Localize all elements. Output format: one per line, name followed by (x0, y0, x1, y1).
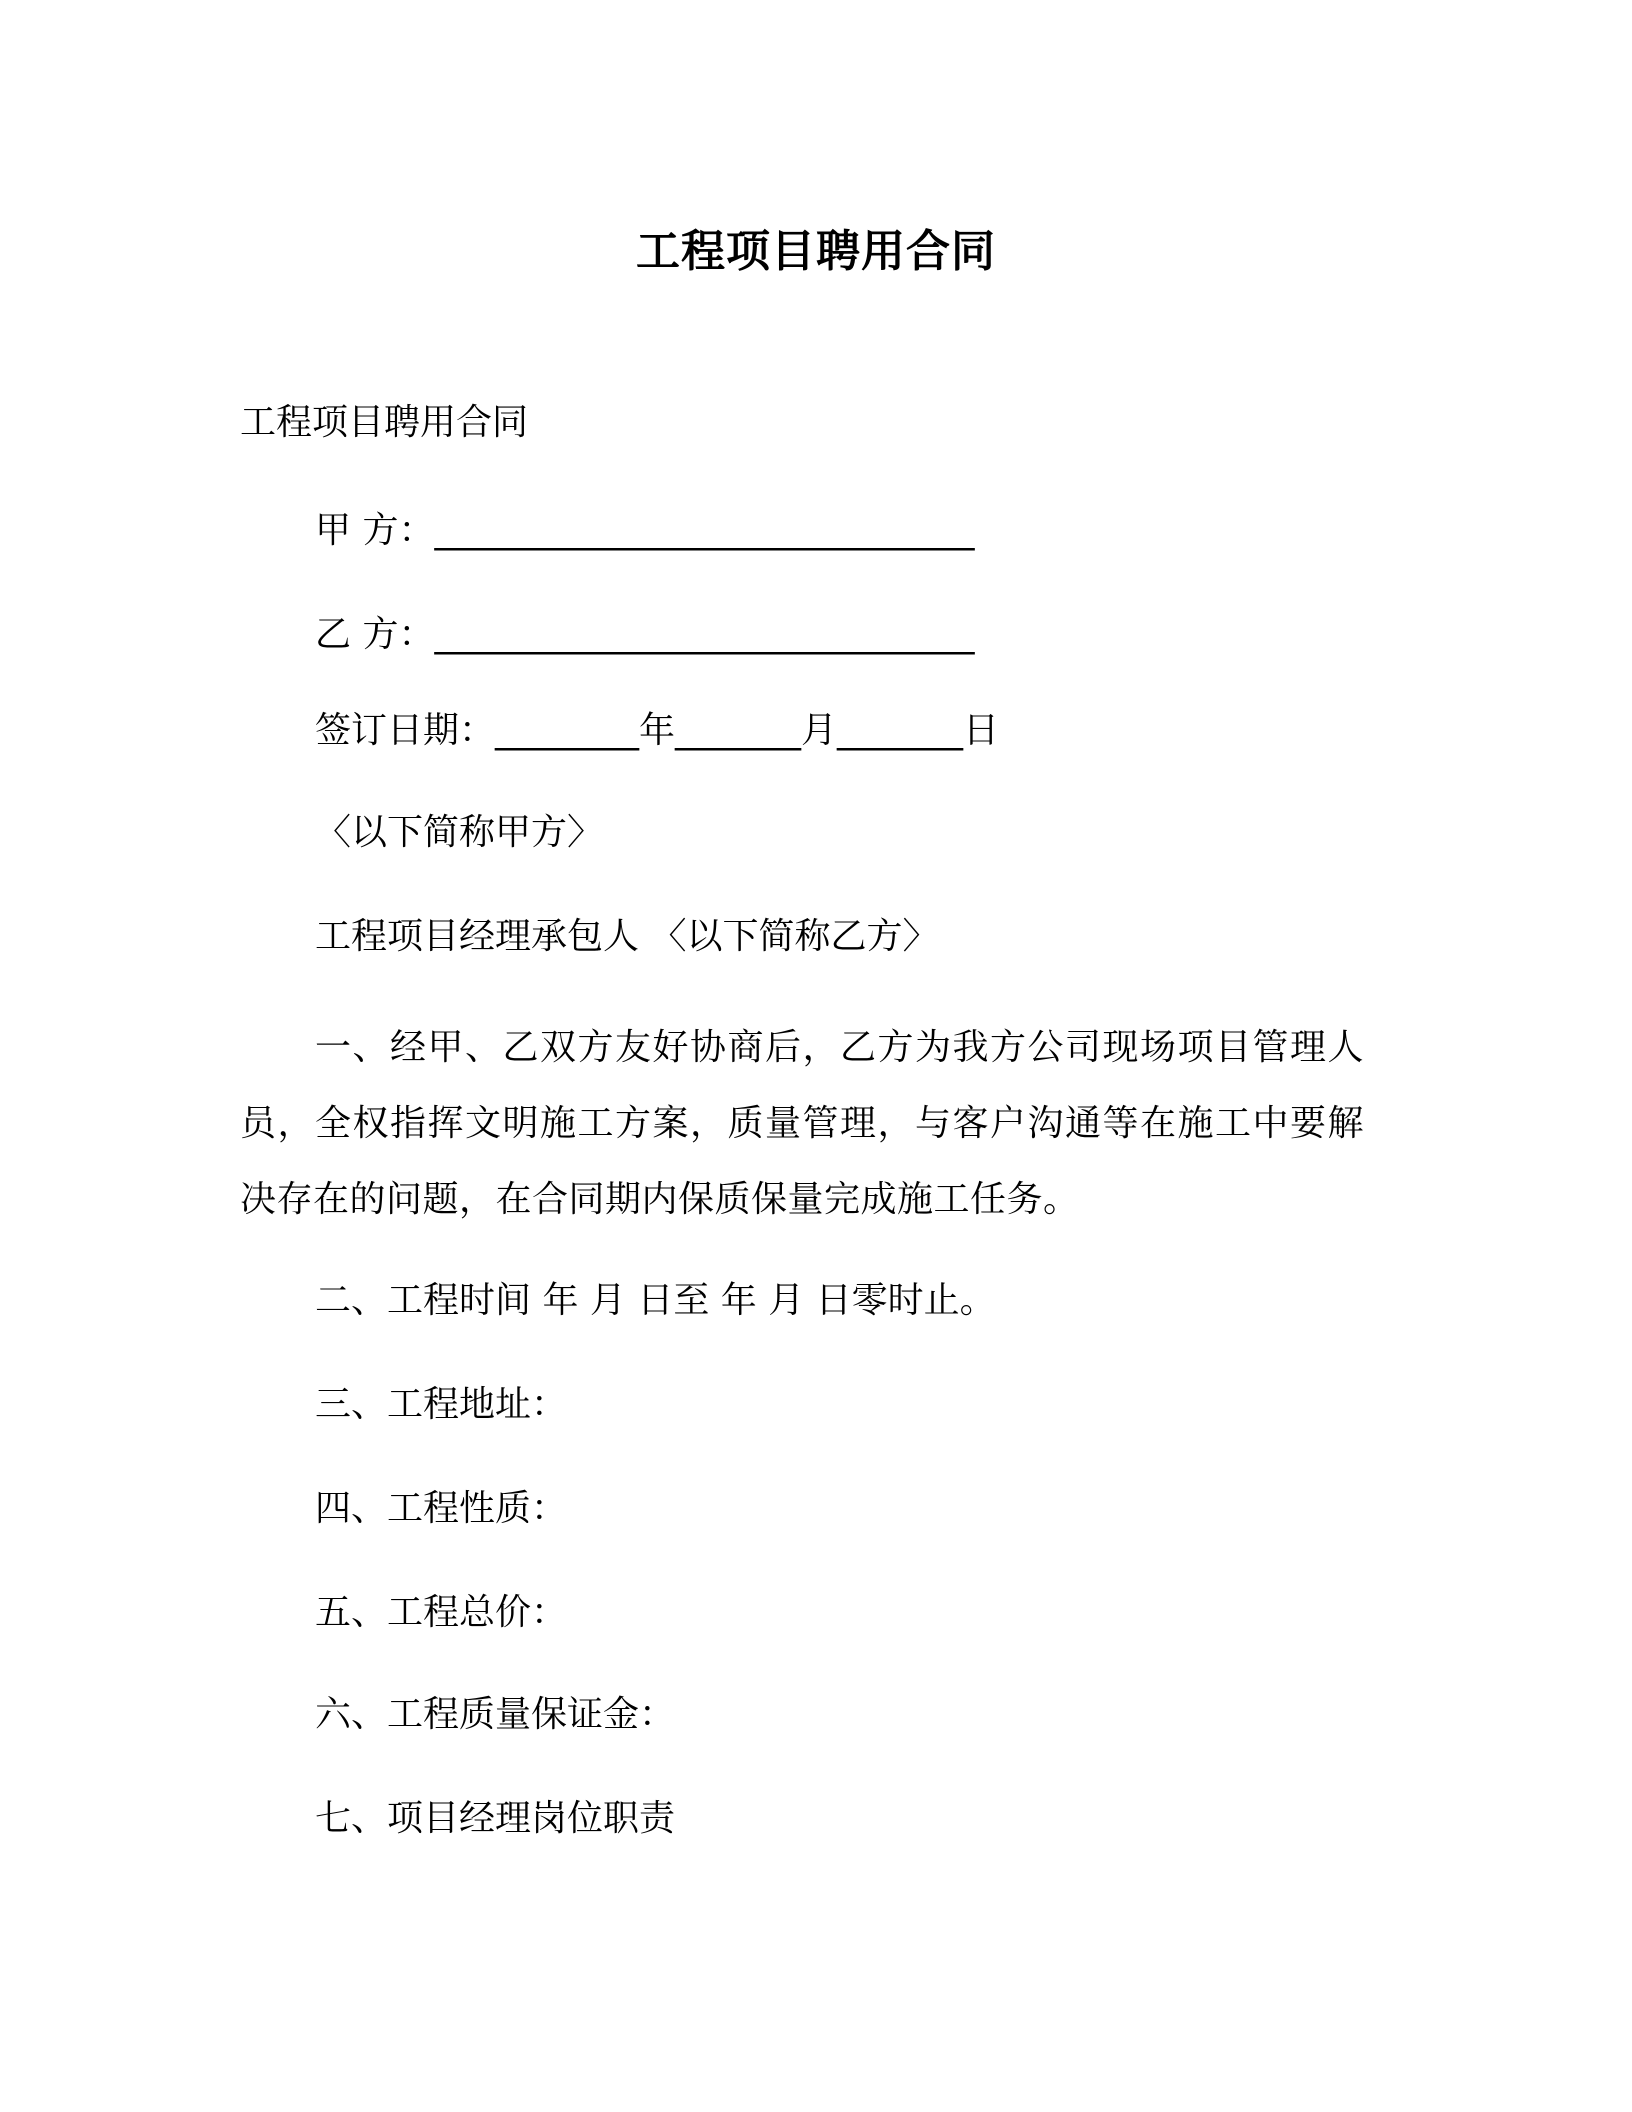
clause-4: 四、工程性质： (315, 1488, 568, 1529)
clause-7: 七、项目经理岗位职责 (315, 1798, 676, 1839)
clause-2: 二、工程时间 年 月 日至 年 月 日零时止。 (315, 1280, 996, 1321)
party-b-line: 乙 方：______________________________ (315, 614, 975, 655)
document-subtitle: 工程项目聘用合同 (240, 402, 529, 443)
abbrev-party-a: 〈以下简称甲方〉 (315, 812, 604, 853)
party-a-line: 甲 方：______________________________ (315, 510, 975, 551)
document-title: 工程项目聘用合同 (636, 226, 996, 277)
clause-1: 一、经甲、乙双方友好协商后，乙方为我方公司现场项目管理人员，全权指挥文明施工方案，质量管理，与客户沟通等在施工中要解决存在的问题，在合同期内保质保量完成施工任务。 (240, 1027, 1364, 1220)
clause-6: 六、工程质量保证金： (315, 1694, 676, 1735)
clause-3: 三、工程地址： (315, 1384, 568, 1425)
clause-5: 五、工程总价： (315, 1592, 568, 1633)
sign-date-line: 签订日期：________年_______月_______日 (315, 710, 1000, 751)
project-manager-line: 工程项目经理承包人 〈以下简称乙方〉 (315, 916, 939, 957)
